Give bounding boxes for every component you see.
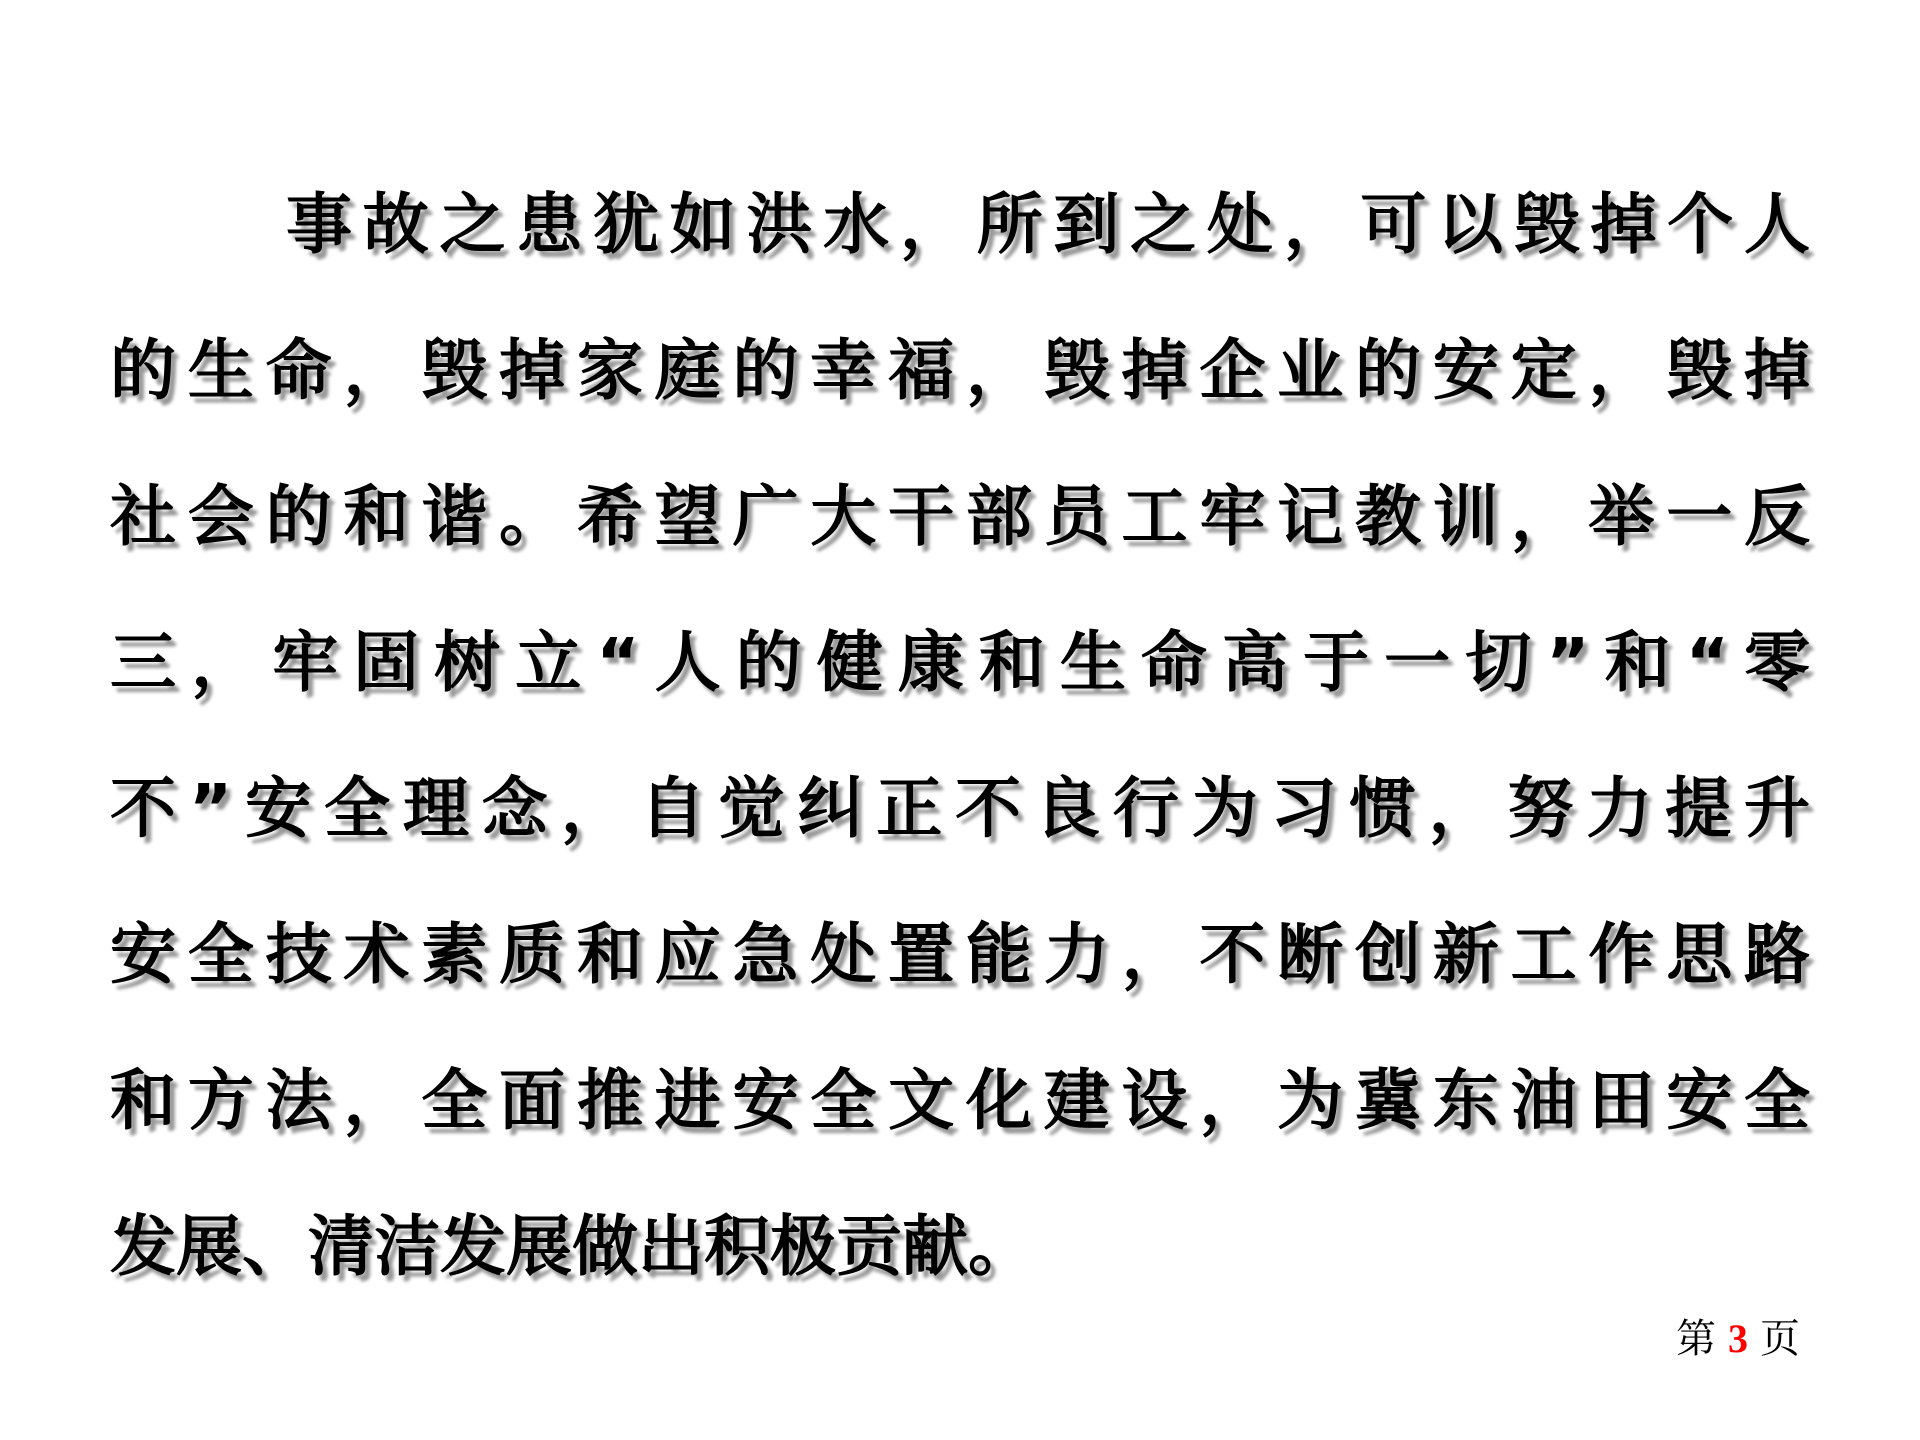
body-text-line: 的生命，毁掉家庭的幸福，毁掉企业的安定，毁掉 xyxy=(110,332,1810,409)
body-text-line: 发展、清洁发展做出积极贡献。 xyxy=(110,1208,1034,1285)
body-text-line: 和方法，全面推进安全文化建设，为冀东油田安全 xyxy=(110,1062,1810,1139)
page-number-suffix: 页 xyxy=(1760,1316,1800,1361)
page-number-prefix: 第 xyxy=(1676,1316,1716,1361)
page-number: 3 xyxy=(1728,1316,1748,1361)
body-text-line: 安全技术素质和应急处置能力，不断创新工作思路 xyxy=(110,916,1810,993)
body-text-line: 事故之患犹如洪水，所到之处，可以毁掉个人 xyxy=(286,186,1810,263)
body-text-line: 社会的和谐。希望广大干部员工牢记教训，举一反 xyxy=(110,478,1810,555)
body-text-line: 不”安全理念，自觉纠正不良行为习惯，努力提升 xyxy=(110,770,1810,847)
page-footer xyxy=(1676,1316,1800,1362)
body-text-line: 三，牢固树立“人的健康和生命高于一切”和“零 xyxy=(110,624,1810,701)
body-text xyxy=(110,152,1810,1320)
